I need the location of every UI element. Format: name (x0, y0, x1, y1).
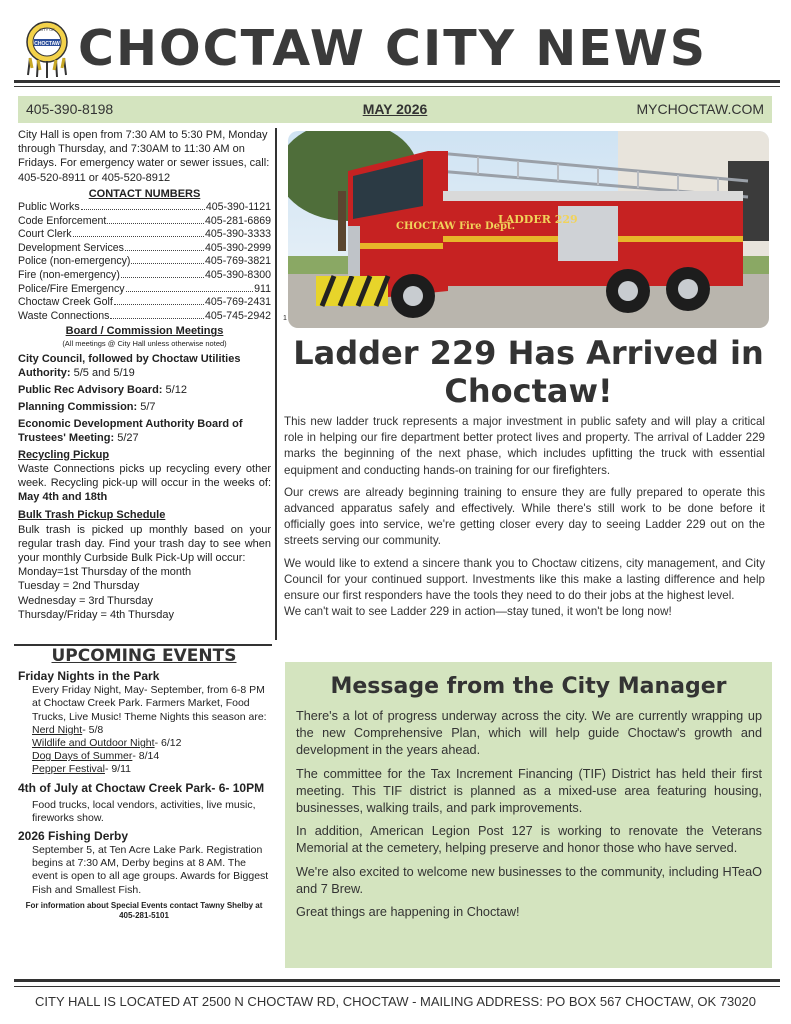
theme-date: - 6/12 (154, 737, 182, 750)
article-paragraph: This new ladder truck represents a major investment in public safety and will play a critical role in helping our fire department better protect lives and property. The arrival of Ladder 229 marks the beginning of the next phase, which includes upfitting the truck with essential equipment and conducting hands-on training for our firefighters. (284, 415, 765, 477)
theme-nights-list (32, 724, 270, 777)
contact-name: Waste Connections (18, 309, 110, 322)
contact-name: Fire (non-emergency) (18, 268, 120, 281)
leader-dots (107, 223, 204, 224)
meeting-name: Planning Commission: (18, 400, 138, 413)
contact-phone: 405-769-2431 (205, 296, 271, 309)
manager-paragraph: In addition, American Legion Post 127 is working to renovate the Veterans Memorial at the cemetery, helping preserve and honor those who have served. (296, 824, 762, 856)
leader-dots (125, 250, 204, 251)
meeting-name: City Council, followed by Choctaw Utilities Authority: (18, 352, 241, 379)
recycling-heading: Recycling Pickup (18, 448, 110, 461)
city-seal-logo (22, 20, 72, 78)
city-phone: 405-390-8198 (26, 101, 114, 117)
contact-row (18, 255, 271, 269)
contact-phone: 405-745-2942 (205, 309, 271, 322)
truck-label: CHOCTAW Fire Dept. (396, 221, 516, 232)
contact-name: Police (non-emergency) (18, 255, 131, 268)
meeting-dates: 5/7 (137, 400, 156, 413)
meeting-item (18, 352, 271, 380)
events-contact: For information about Special Events contact Tawny Shelby at 405-281-5101 (25, 900, 263, 920)
contact-phone: 405-281-6869 (205, 214, 271, 227)
theme-name: Dog Days of Summer (32, 750, 133, 763)
meeting-item (18, 417, 271, 445)
derby-title: 2026 Fishing Derby (18, 829, 129, 844)
manager-paragraph: We're also excited to welcome new businesses to the community, including HTeaO and 7 Brew. (296, 864, 762, 896)
leader-dots (131, 263, 204, 264)
city-manager-message (285, 662, 772, 968)
contact-phone: 911 (254, 282, 271, 295)
manager-paragraph: Great things are happening in Choctaw! (296, 905, 520, 920)
meetings-list (18, 352, 271, 445)
meeting-name: Economic Development Authority Board of Trustees' Meeting: (18, 417, 243, 444)
manager-heading: Message from the City Manager (330, 674, 727, 699)
theme-night (32, 737, 270, 750)
svg-text:CITY OF: CITY OF (39, 27, 55, 32)
footer-rule-thin (14, 986, 780, 987)
issue-date: MAY 2026 (362, 101, 428, 117)
upcoming-events (18, 646, 270, 975)
contact-name: Code Enforcement (18, 214, 107, 227)
meetings-note: (All meetings @ City Hall unless otherwise noted) (62, 338, 227, 348)
schedule-line: Wednesday = 3rd Thursday (18, 594, 154, 607)
contact-row (18, 242, 271, 256)
meetings-heading: Board / Commission Meetings (65, 325, 224, 338)
theme-night (32, 724, 270, 737)
theme-date: - 9/11 (104, 763, 132, 776)
theme-date: - 8/14 (132, 750, 160, 763)
friday-nights-desc: Every Friday Night, May- September, from 6-8 PM at Choctaw Creek Park. Farmers Market, Food Trucks, Live Music! Theme Nights this season are: Nerd Night- 5/8 Wildlife and Outdoor Night- 6/12 Dog Days of Summer- 8/14 Pepper Festival- 9/11 (18, 684, 270, 776)
contact-phone: 405-769-3821 (205, 255, 271, 268)
derby-desc: September 5, at Ten Acre Lake Park. Registration begins at 7:30 AM, Derby begins at 8 AM. The event is open to all age groups. Awards for Biggest Fish and Smallest Fish. (32, 844, 269, 896)
masthead-rule (14, 80, 780, 83)
leader-dots (114, 304, 204, 305)
ladder-label: LADDER 229 (498, 213, 578, 226)
events-heading: UPCOMING EVENTS (51, 646, 237, 666)
column-divider (275, 128, 277, 640)
meeting-item (18, 400, 271, 414)
contact-name: Court Clerk (18, 228, 72, 241)
article-paragraph: We can't wait to see Ladder 229 in action—stay tuned, it won't be long now! (284, 605, 672, 619)
leader-dots (126, 291, 254, 292)
contact-heading: CONTACT NUMBERS (88, 187, 201, 200)
theme-date: - 5/8 (82, 723, 104, 736)
footer-address: CITY HALL IS LOCATED AT 2500 N CHOCTAW RD, CHOCTAW - MAILING ADDRESS: PO BOX 567 CHOCTAW, OK 73020 (35, 994, 756, 1009)
contact-name: Development Services (18, 241, 124, 254)
manager-paragraph: The committee for the Tax Increment Financing (TIF) District has held their first meeting. This TIF district is planned as a mixed-use area featuring housing, businesses, walking trails, and park improvements. (296, 766, 762, 816)
july4-title: 4th of July at Choctaw Creek Park- 6- 10PM (18, 780, 265, 795)
masthead-rule-thin (14, 86, 780, 87)
theme-name: Pepper Festival (32, 763, 105, 776)
friday-nights-title: Friday Nights in the Park (18, 669, 160, 684)
info-bar (18, 96, 772, 123)
schedule-line: Tuesday = 2nd Thursday (18, 580, 140, 593)
article-headline: Ladder 229 Has Arrived in Choctaw! (293, 334, 764, 410)
theme-night (32, 750, 270, 763)
contact-row (18, 201, 271, 215)
ladder-truck-photo (288, 131, 769, 328)
contact-row (18, 228, 271, 242)
meeting-dates: 5/12 (162, 383, 187, 396)
schedule-line: Thursday/Friday = 4th Thursday (18, 608, 175, 621)
contact-phone: 405-390-3333 (205, 228, 271, 241)
contact-phone: 405-390-8300 (205, 268, 271, 281)
schedule-line: Monday=1st Thursday of the month (18, 566, 192, 579)
meeting-item (18, 383, 271, 397)
bulk-trash-text: Bulk trash is picked up monthly based on your regular trash day. Find your trash day to see when your monthly Curbside Bulk Pick-Up will occur: (18, 523, 271, 564)
contact-name: Public Works (18, 201, 80, 214)
contact-row (18, 215, 271, 229)
svg-text:CHOCTAW: CHOCTAW (34, 41, 60, 47)
theme-name: Wildlife and Outdoor Night (32, 737, 155, 750)
article-body (284, 414, 765, 626)
leader-dots (73, 236, 204, 237)
manager-paragraph: There's a lot of progress underway across the city. We are currently wrapping up the new Comprehensive Plan, which will help guide Choctaw's growth and development in the years ahead. (296, 709, 762, 758)
contact-row (18, 269, 271, 283)
contact-name: Police/Fire Emergency (18, 282, 125, 295)
contact-row (18, 283, 271, 297)
bulk-trash-schedule (18, 565, 271, 622)
theme-name: Nerd Night (32, 723, 83, 736)
article-paragraph: Our crews are already beginning training to ensure they are fully prepared to operate this advanced apparatus safely and effectively. While there's still work to be done before it officially goes into service, we're getting closer every day to seeing Ladder 229 out on the streets serving our community. (284, 485, 765, 548)
contact-name: Choctaw Creek Golf (18, 296, 113, 309)
photo-caption-number: 1 (283, 315, 287, 322)
leader-dots (121, 277, 204, 278)
theme-night (32, 763, 270, 776)
website-link[interactable]: MYCHOCTAW.COM (636, 101, 764, 117)
meeting-dates: 5/27 (114, 431, 139, 444)
city-hall-hours: City Hall is open from 7:30 AM to 5:30 PM, Monday through Thursday, and 7:30AM to 11:30 AM on Fridays. For emergency water or sewer issues, call: 405-520-8911 or 405-520-8912 (18, 129, 270, 184)
article-paragraph: We would like to extend a sincere thank you to Choctaw citizens, city management, and City Council for your continued support. Investments like this make a lasting difference and help ensure our first responders have the tools they need to do their jobs at the highest level. (284, 556, 765, 603)
contact-phone: 405-390-1121 (205, 201, 271, 214)
bulk-trash-heading: Bulk Trash Pickup Schedule (18, 509, 166, 522)
recycling-text: Waste Connections picks up recycling every other week. Recycling pick-up will occur in the weeks of: May 4th and 18th (18, 462, 271, 504)
leader-dots (110, 318, 204, 319)
july4-desc: Food trucks, local vendors, activities, live music, fireworks show. (32, 798, 256, 824)
meeting-dates: 5/5 and 5/19 (70, 366, 135, 379)
manager-body (296, 708, 762, 927)
contact-phone: 405-390-2999 (205, 241, 271, 254)
contact-row (18, 310, 271, 324)
leader-dots (81, 209, 205, 210)
newsletter-title: CHOCTAW CITY NEWS (78, 20, 708, 77)
footer-rule (14, 979, 780, 982)
left-sidebar (18, 128, 271, 640)
contact-list (18, 201, 271, 323)
meeting-name: Public Rec Advisory Board: (18, 383, 163, 396)
contact-row (18, 296, 271, 310)
